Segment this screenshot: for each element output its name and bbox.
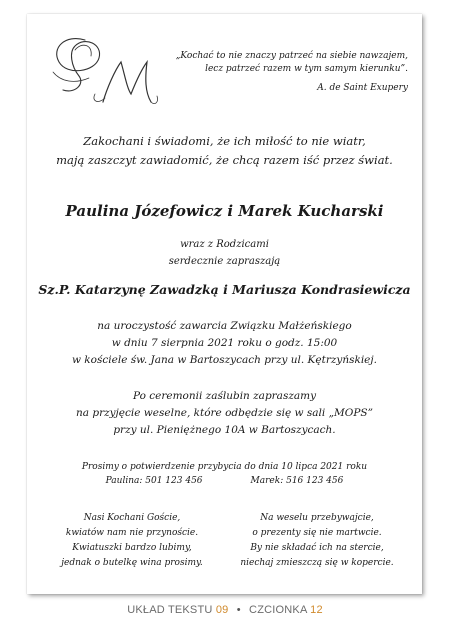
rsvp-block bbox=[27, 460, 422, 488]
poem-line: Na weselu przebywajcie, bbox=[260, 513, 374, 523]
ceremony-details bbox=[27, 318, 422, 369]
rsvp-text: Prosimy o potwierdzenie przybycia do dnia 10 lipca 2021 roku bbox=[81, 462, 368, 472]
poem-line: o prezenty się nie martwcie. bbox=[252, 528, 382, 538]
poem-line: kwiatów nam nie przynoście. bbox=[65, 528, 199, 538]
separator-dot: • bbox=[236, 604, 241, 616]
ceremony-line: w kościele św. Jana w Bartoszycach przy ul. Kętrzyńskiej. bbox=[71, 354, 377, 366]
quote-author: A. de Saint Exupery bbox=[317, 83, 408, 93]
font-number: 12 bbox=[310, 604, 323, 616]
font-label: CZCIONKA bbox=[249, 604, 307, 616]
layout-label: UKŁAD TEKSTU bbox=[127, 604, 213, 616]
bride-phone: Paulina: 501 123 456 bbox=[105, 476, 203, 486]
quote-block bbox=[148, 50, 408, 95]
intro-line: mają zaszczyt zawiadomić, że chcą razem iść przez świat. bbox=[56, 153, 393, 167]
guest-names: Sz.P. Katarzynę Zawadzką i Mariusza Kondrasiewicza bbox=[38, 282, 411, 297]
parents-text bbox=[27, 236, 422, 270]
intro-line: Zakochani i świadomi, że ich miłość to nie wiatr, bbox=[83, 134, 366, 148]
reception-line: Po ceremonii zaślubin zapraszamy bbox=[132, 390, 317, 402]
poem-right bbox=[227, 511, 407, 571]
invitation-card bbox=[27, 14, 422, 594]
poem-line: By nie składać ich na stercie, bbox=[250, 543, 384, 553]
parents-line: wraz z Rodzicami bbox=[180, 239, 269, 250]
poem-line: Nasi Kochani Goście, bbox=[83, 513, 181, 523]
reception-line: na przyjęcie weselne, które odbędzie się w sali „MOPS” bbox=[75, 407, 373, 419]
poem-line: niechaj zmieszczą się w kopercie. bbox=[240, 558, 394, 568]
poem-left bbox=[47, 511, 217, 571]
couple-names: Paulina Józefowicz i Marek Kucharski bbox=[65, 202, 384, 220]
quote-line: „Kochać to nie znaczy patrzeć na siebie nawzajem, bbox=[175, 51, 408, 61]
template-caption bbox=[0, 604, 450, 616]
layout-number: 09 bbox=[215, 604, 229, 616]
poem-line: jednak o butelkę wina prosimy. bbox=[61, 558, 203, 568]
reception-line: przy ul. Pieniężnego 10A w Bartoszycach. bbox=[113, 424, 336, 436]
quote-line: lecz patrzeć razem w tym samym kierunku”. bbox=[205, 64, 408, 74]
ceremony-line: na uroczystość zawarcia Związku Małżeńskiego bbox=[97, 320, 352, 332]
intro-text bbox=[27, 132, 422, 170]
reception-details bbox=[27, 388, 422, 439]
groom-phone: Marek: 516 123 456 bbox=[250, 476, 344, 486]
poem-line: Kwiatuszki bardzo lubimy, bbox=[72, 543, 192, 553]
monogram-ornament bbox=[45, 32, 160, 110]
parents-line: serdecznie zapraszają bbox=[168, 256, 281, 267]
ceremony-line: w dniu 7 sierpnia 2021 roku o godz. 15:00 bbox=[111, 337, 338, 349]
